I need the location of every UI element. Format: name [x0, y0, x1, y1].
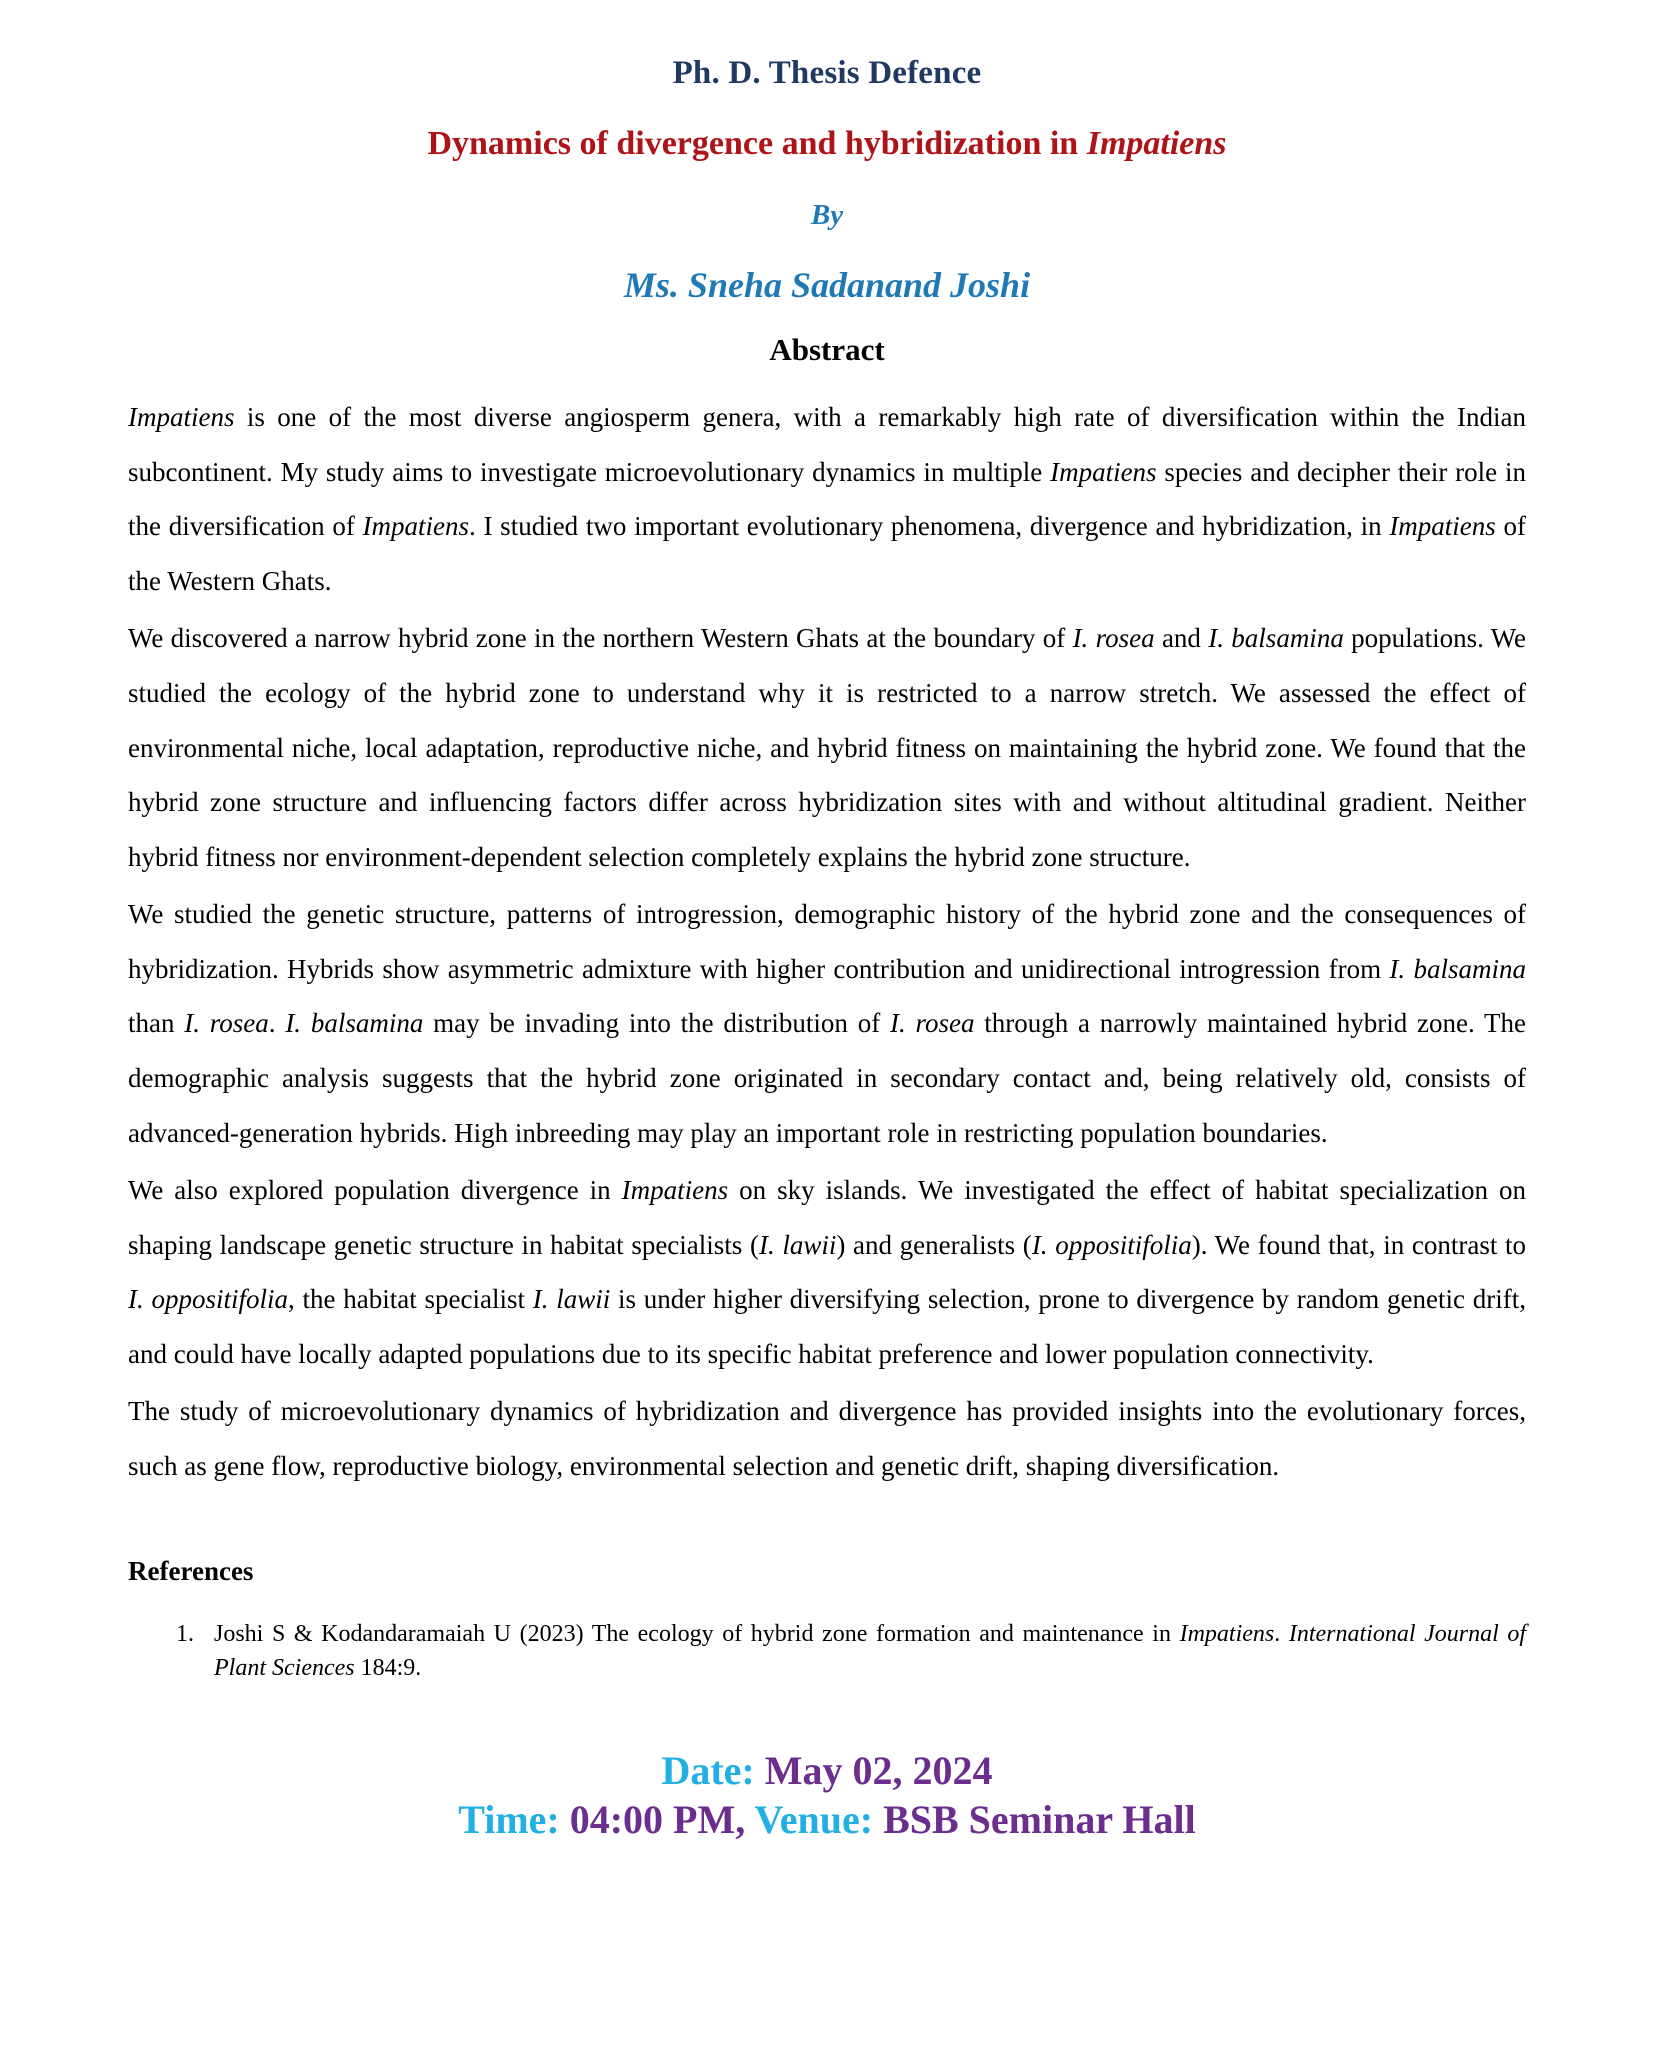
- abstract-paragraph: We also explored population divergence in Impatiens on sky islands. We investigated the effect of habitat specialization on shaping landscape genetic structure in habitat specialists (I. lawii) and generalists (I. oppositifolia). We found that, in contrast to I. oppositifolia, the habitat specialist I. lawii is under higher diversifying selection, prone to divergence by random genetic drift, and could have locally adapted populations due to its specific habitat preference and lower population connectivity.: [128, 1174, 1526, 1370]
- abstract-paragraph: We discovered a narrow hybrid zone in the northern Western Ghats at the boundary of I. rosea and I. balsamina populations. We studied the ecology of the hybrid zone to understand why it is restricted to a narrow stretch. We assessed the effect of environmental niche, local adaptation, reproductive niche, and hybrid fitness on maintaining the hybrid zone. We found that the hybrid zone structure and influencing factors differ across hybridization sites with and without altitudinal gradient. Neither hybrid fitness nor environment-dependent selection completely explains the hybrid zone structure.: [128, 622, 1527, 873]
- date-label: Date:: [661, 1747, 755, 1793]
- event-time-venue-line: [128, 1796, 1526, 1845]
- time-label: Time:: [458, 1796, 560, 1842]
- reference-item: 1. Joshi S & Kodandaramaiah U (2023) The ecology of hybrid zone formation and maintenance in Impatiens. International Journal of Plant Sciences 184:9.: [200, 1617, 1526, 1685]
- time-value: 04:00 PM,: [569, 1796, 746, 1842]
- event-date-line: [128, 1747, 1526, 1796]
- abstract-body: [128, 390, 1526, 1494]
- abstract-heading: Abstract: [769, 331, 885, 367]
- abstract-paragraph: We studied the genetic structure, patterns of introgression, demographic history of the hybrid zone and the consequences of hybridization. Hybrids show asymmetric admixture with higher contribution and unidirectional introgression from I. balsamina than I. rosea. I. balsamina may be invading into the distribution of I. rosea through a narrowly maintained hybrid zone. The demographic analysis suggests that the hybrid zone originated in secondary contact and, being relatively old, consists of advanced-generation hybrids. High inbreeding may play an important role in restricting population boundaries.: [128, 898, 1526, 1149]
- date-value: May 02, 2024: [764, 1747, 993, 1793]
- thesis-title-text: Dynamics of divergence and hybridization in: [427, 124, 1087, 162]
- thesis-title: [128, 125, 1526, 163]
- venue-value: BSB Seminar Hall: [883, 1796, 1196, 1842]
- thesis-title-genus: Impatiens: [1086, 124, 1227, 162]
- event-details: [128, 1747, 1526, 1873]
- page-title: Ph. D. Thesis Defence: [672, 55, 982, 91]
- abstract-paragraph: The study of microevolutionary dynamics of hybridization and divergence has provided insights into the evolutionary forces, such as gene flow, reproductive biology, environmental selection and genetic drift, shaping diversification.: [128, 1396, 1526, 1481]
- references-heading: References: [128, 1555, 254, 1586]
- author-name: Ms. Sneha Sadanand Joshi: [623, 264, 1031, 305]
- reference-list: [128, 1617, 1526, 1685]
- by-label: By: [810, 198, 844, 231]
- venue-label: Venue:: [754, 1796, 874, 1842]
- abstract-paragraph: Impatiens is one of the most diverse angiosperm genera, with a remarkably high rate of diversification within the Indian subcontinent. My study aims to investigate microevolutionary dynamics in multiple Impatiens species and decipher their role in the diversification of Impatiens. I studied two important evolutionary phenomena, divergence and hybridization, in Impatiens of the Western Ghats.: [128, 401, 1526, 597]
